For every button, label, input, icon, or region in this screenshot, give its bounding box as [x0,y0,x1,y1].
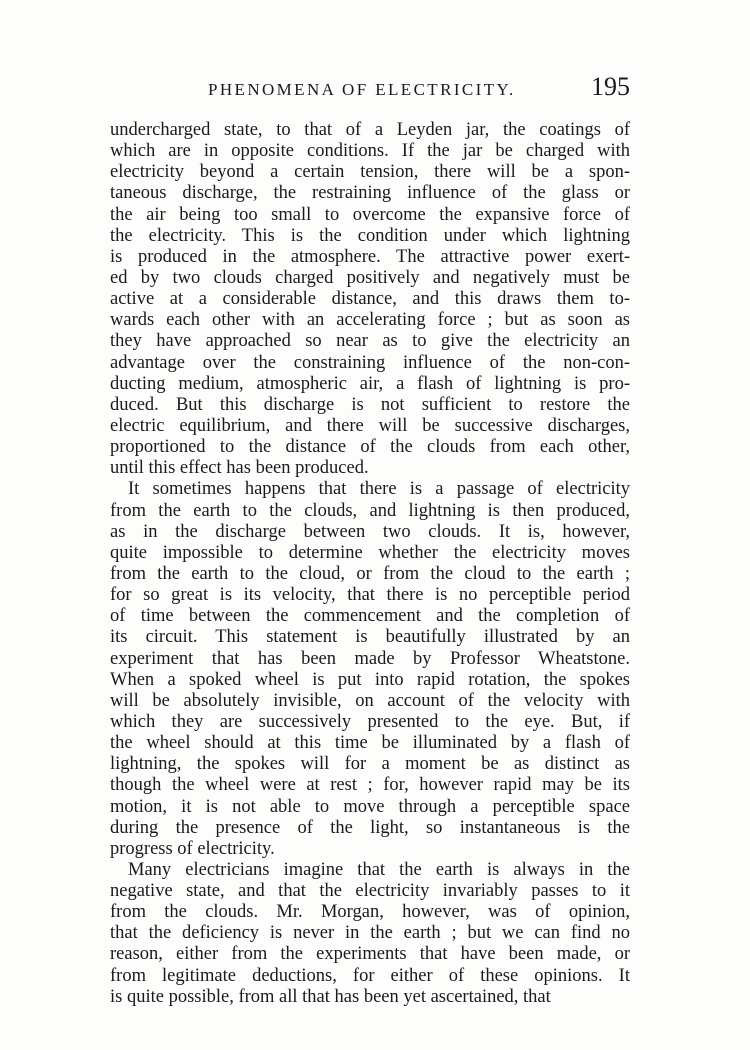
text-line: that the deficiency is never in the earth ; but we can find no [110,923,630,944]
text-line: from the earth to the clouds, and lightning is then produced, [110,500,630,521]
text-line: from the earth to the cloud, or from the cloud to the earth ; [110,563,630,584]
text-line: quite impossible to determine whether the electricity moves [110,542,630,563]
text-line: electricity beyond a certain tension, there will be a spon- [110,162,630,183]
text-line: for so great is its velocity, that there is no perceptible period [110,585,630,606]
text-line: undercharged state, to that of a Leyden jar, the coatings of [110,120,630,140]
text-line: until this effect has been produced. [110,458,369,479]
text-line: the air being too small to overcome the expansive force of [110,204,630,225]
text-line: motion, it is not able to move through a perceptible space [110,796,630,817]
text-line: though the wheel were at rest ; for, however rapid may be its [110,775,630,796]
body-text [110,120,630,1008]
text-line: When a spoked wheel is put into rapid rotation, the spokes [110,669,630,690]
text-line: its circuit. This statement is beautifully illustrated by an [110,627,630,648]
text-line: the electricity. This is the condition under which lightning [110,225,630,246]
text-line: of time between the commencement and the completion of [110,606,630,627]
text-line: during the presence of the light, so instantaneous is the [110,817,630,838]
text-line: reason, either from the experiments that have been made, or [110,944,630,965]
text-line: experiment that has been made by Professor Wheatstone. [110,648,630,669]
text-line: taneous discharge, the restraining influence of the glass or [110,183,630,204]
text-line: advantage over the constraining influence of the non-con- [110,352,630,373]
text-line: will be absolutely invisible, on account of the velocity with [110,690,630,711]
text-line: from legitimate deductions, for either of these opinions. It [110,965,630,986]
text-line: which are in opposite conditions. If the jar be charged with [110,141,630,162]
text-line: lightning, the spokes will for a moment be as distinct as [110,754,630,775]
text-line: wards each other with an accelerating force ; but as soon as [110,310,630,331]
text-line: Many electricians imagine that the earth is always in the [128,859,630,880]
paragraph [110,860,630,1008]
text-line: progress of electricity. [110,838,275,859]
running-title: PHENOMENA OF ELECTRICITY. [208,80,516,99]
text-line: is produced in the atmosphere. The attractive power exert- [110,246,630,267]
text-line: as in the discharge between two clouds. It is, however, [110,521,630,542]
text-line: active at a considerable distance, and this draws them to- [110,289,630,310]
text-line: negative state, and that the electricity invariably passes to it [110,881,630,902]
text-line: duced. But this discharge is not sufficient to restore the [110,394,630,415]
text-line: is quite possible, from all that has been yet ascertained, that [110,986,551,1007]
text-line: ducting medium, atmospheric air, a flash of lightning is pro- [110,373,630,394]
text-line: proportioned to the distance of the clouds from each other, [110,437,630,458]
page-number: 195 [591,72,630,101]
running-head [110,72,630,106]
text-line: ed by two clouds charged positively and negatively must be [110,267,630,288]
paragraph [110,479,630,860]
text-line: from the clouds. Mr. Morgan, however, was of opinion, [110,902,630,923]
text-line: electric equilibrium, and there will be successive discharges, [110,415,630,436]
paragraph [110,120,630,479]
text-line: which they are successively presented to the eye. But, if [110,711,630,732]
text-line: they have approached so near as to give the electricity an [110,331,630,352]
text-line: the wheel should at this time be illuminated by a flash of [110,733,630,754]
text-line: It sometimes happens that there is a passage of electricity [128,479,630,500]
